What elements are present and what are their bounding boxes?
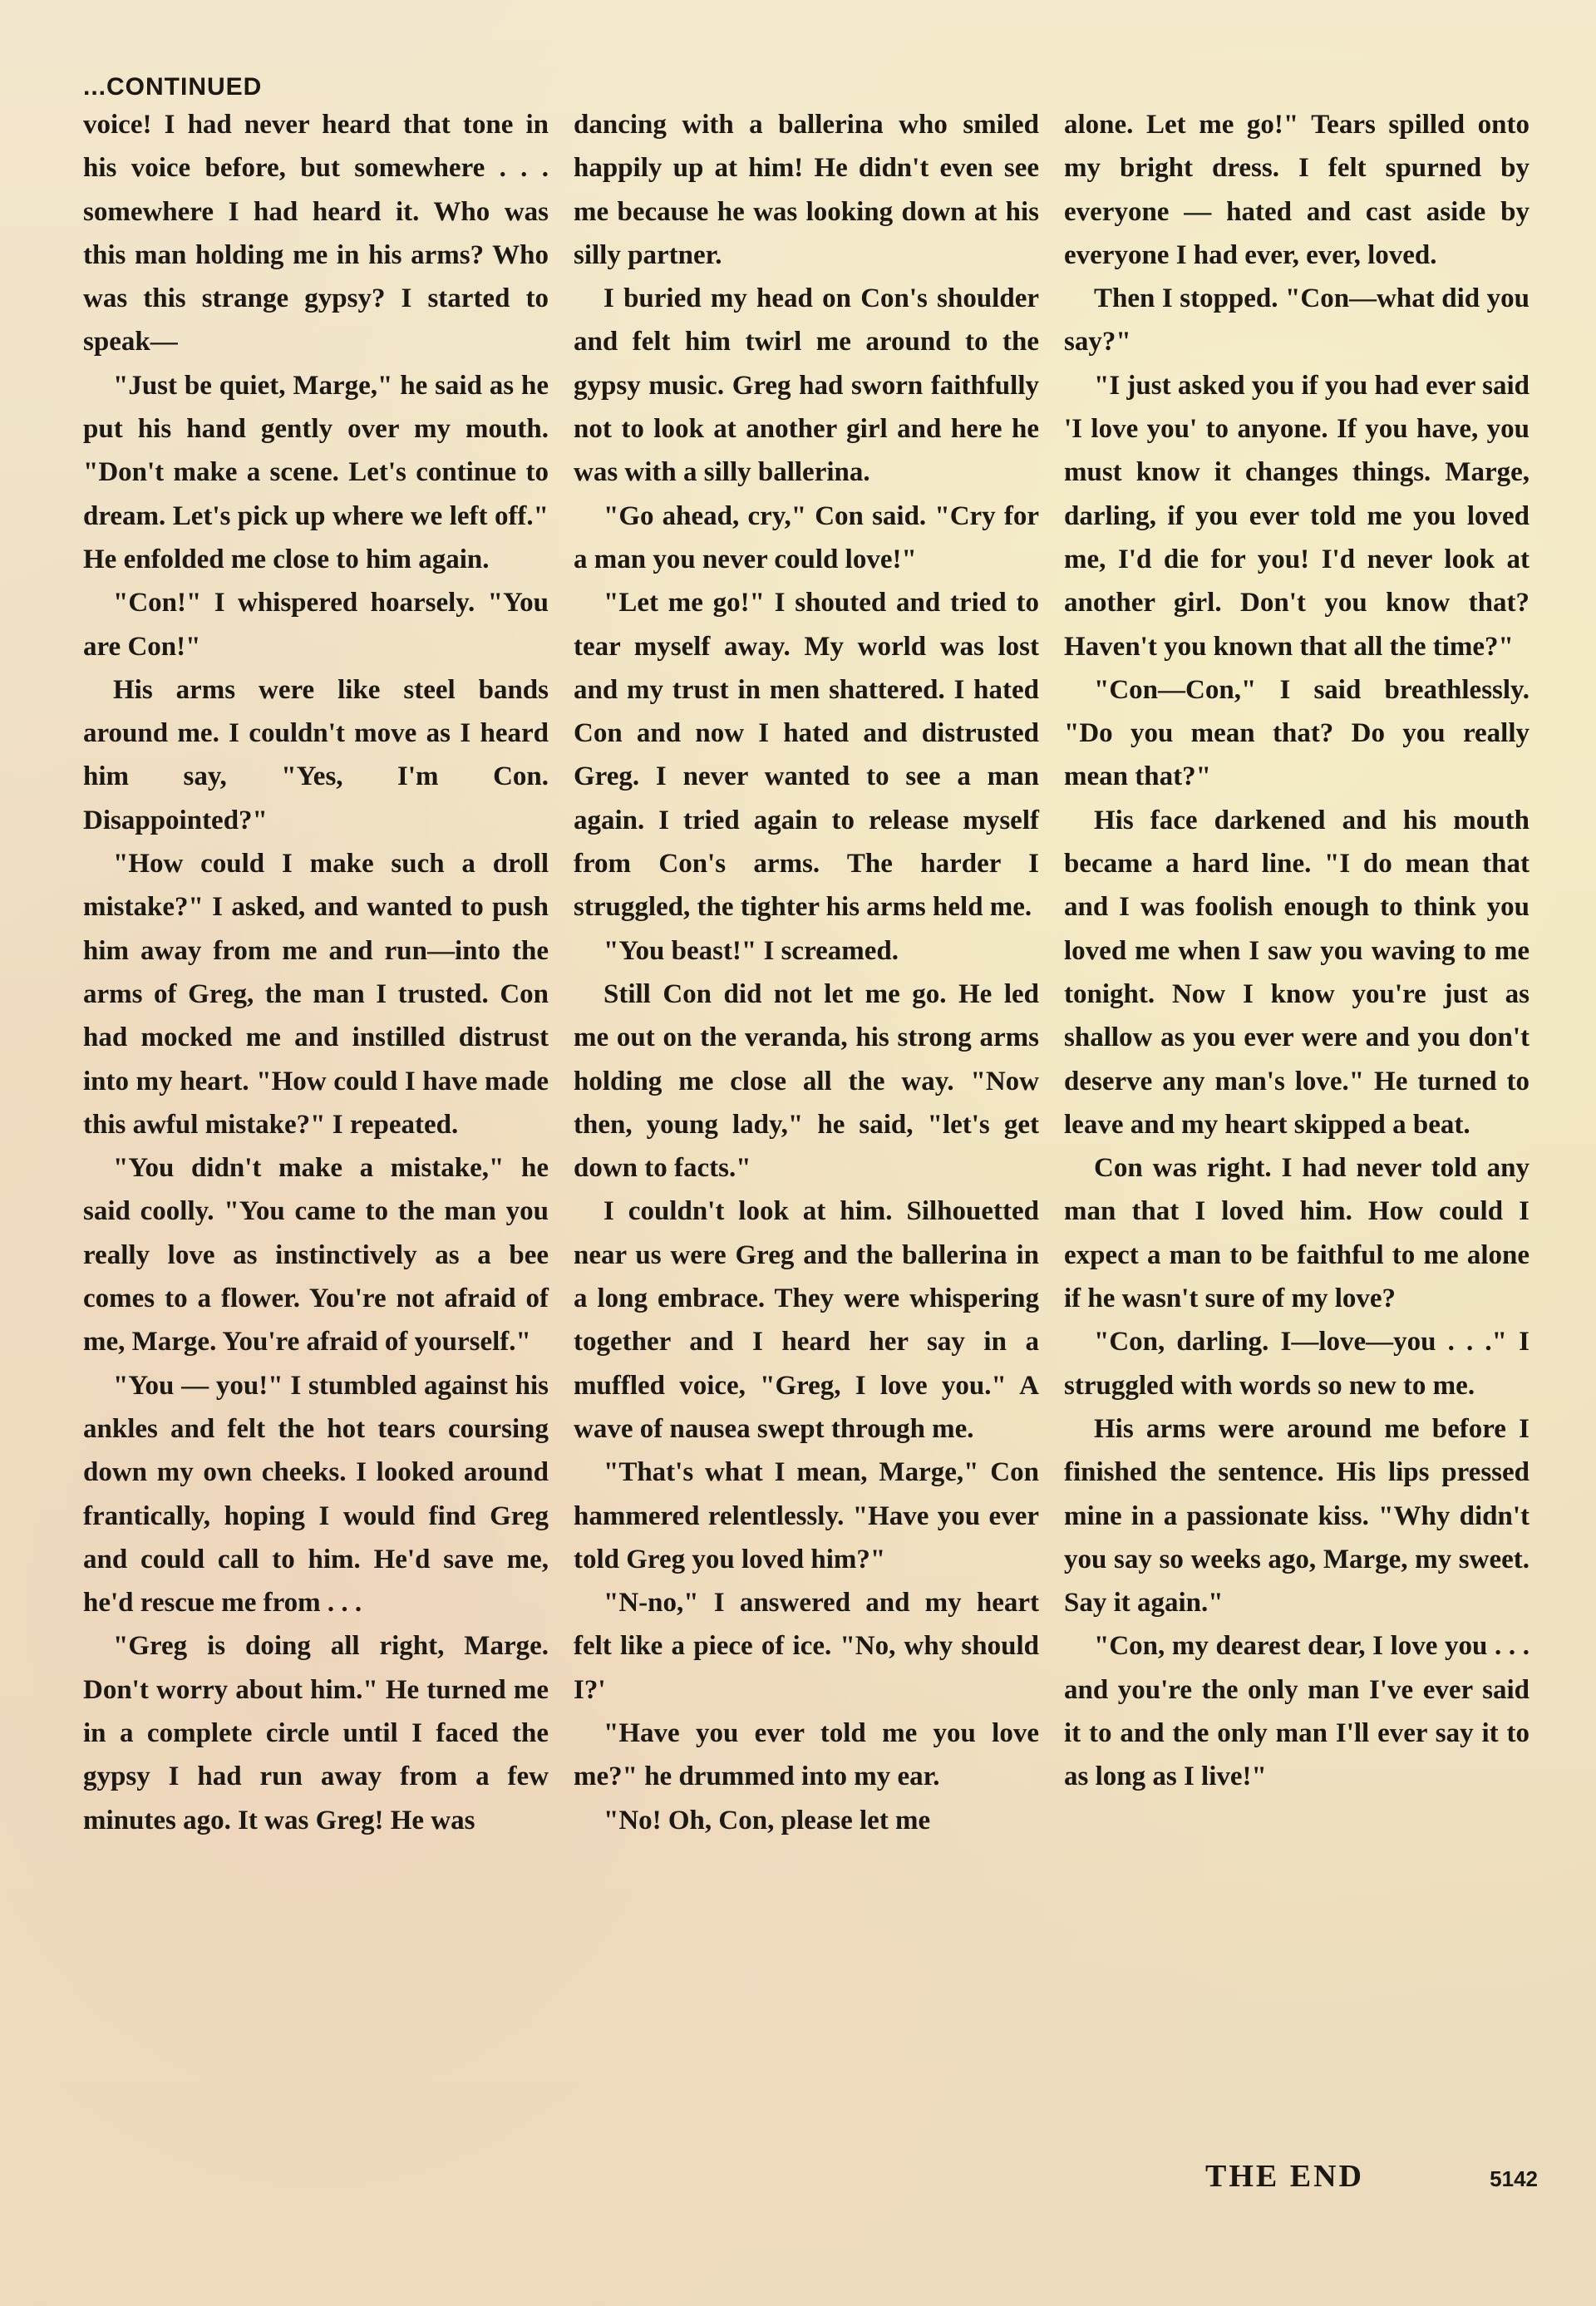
paragraph: "Con, darling. I—love—you . . ." I struggled with words so new to me.	[1064, 1327, 1530, 1401]
paragraph: "Have you ever told me you love me?" he drummed into my ear.	[574, 1717, 1039, 1792]
paragraph: voice! I had never heard that tone in his voice before, but somewhere . . . somewhere I had heard it. Who was this man holding me in his arms? Who was this strange gypsy? I started to speak—	[83, 110, 549, 357]
story-footer	[1205, 2158, 1538, 2195]
paragraph: dancing with a ballerina who smiled happily up at him! He didn't even see me because he was looking down at his silly partner.	[574, 110, 1039, 270]
page-code: 5142	[1490, 2166, 1538, 2191]
paragraph: alone. Let me go!" Tears spilled onto my bright dress. I felt spurned by everyone — hated and cast aside by everyone I had ever, ever, loved.	[1064, 110, 1530, 270]
text-column-3	[1064, 103, 1530, 1799]
paragraph: "How could I make such a droll mistake?" I asked, and wanted to push him away from me and run—into the arms of Greg, the man I trusted. Con had mocked me and instilled distrust into my heart. "How could I have made this awful mistake?" I repeated.	[83, 849, 549, 1140]
paragraph: "Con!" I whispered hoarsely. "You are Con!"	[83, 588, 549, 662]
paragraph: "You — you!" I stumbled against his ankles and felt the hot tears coursing down my own cheeks. I looked around frantically, hoping I would find Greg and could call to him. He'd save me, he'd rescue me from . . .	[83, 1370, 549, 1619]
paragraph: Con was right. I had never told any man that I loved him. How could I expect a man to be faithful to me alone if he wasn't sure of my love?	[1064, 1153, 1530, 1314]
paragraph: "Greg is doing all right, Marge. Don't worry about him." He turned me in a complete circle until I faced the gypsy I had run away from a few minutes ago. It was Greg! He was	[83, 1631, 549, 1835]
paragraph: His face darkened and his mouth became a hard line. "I do mean that and I was foolish enough to think you loved me when I saw you waving to me tonight. Now I know you're just as shallow as you ever were and you don't deserve any man's love." He turned to leave and my heart skipped a beat.	[1064, 805, 1530, 1140]
paragraph: "Just be quiet, Marge," he said as he put his hand gently over my mouth. "Don't make a scene. Let's continue to dream. Let's pick up where we left off." He enfolded me close to him again.	[83, 370, 549, 574]
text-column-1	[83, 103, 549, 1842]
text-column-2	[574, 103, 1039, 1842]
paragraph: "Let me go!" I shouted and tried to tear myself away. My world was lost and my trust in men shattered. I hated Con and now I hated and distrusted Greg. I never wanted to see a man again. I tried again to release myself from Con's arms. The harder I struggled, the tighter his arms held me.	[574, 588, 1039, 923]
paragraph: His arms were like steel bands around me. I couldn't move as I heard him say, "Yes, I'm Con. Disappointed?"	[83, 674, 549, 835]
paragraph: "You beast!" I screamed.	[603, 935, 899, 966]
paragraph: Still Con did not let me go. He led me out on the veranda, his strong arms holding me close all the way. "Now then, young lady," he said, "let's get down to facts."	[574, 978, 1039, 1184]
paragraph: "No! Oh, Con, please let me	[603, 1805, 931, 1835]
paragraph: His arms were around me before I finished the sentence. His lips pressed mine in a passionate kiss. "Why didn't you say so weeks ago, Marge, my sweet. Say it again."	[1064, 1413, 1530, 1619]
paragraph: "Con, my dearest dear, I love you . . . and you're the only man I've ever said it to and the only man I'll ever say it to as long as I live!"	[1064, 1631, 1530, 1792]
the-end-label: THE END	[1205, 2159, 1364, 2194]
paragraph: "I just asked you if you had ever said 'I love you' to anyone. If you have, you must know it changes things. Marge, darling, if you ever told me you loved me, I'd die for you! I'd never look at another girl. Don't you know that? Haven't you known that all the time?"	[1064, 370, 1530, 662]
paragraph: "Go ahead, cry," Con said. "Cry for a man you never could love!"	[574, 500, 1039, 574]
continued-header: ...CONTINUED	[83, 73, 263, 101]
paragraph: I couldn't look at him. Silhouetted near us were Greg and the ballerina in a long embrace. They were whispering together and I heard her say in a muffled voice, "Greg, I love you." A wave of nausea swept through me.	[574, 1196, 1039, 1444]
paragraph: "That's what I mean, Marge," Con hammered relentlessly. "Have you ever told Greg you loved him?"	[574, 1457, 1039, 1574]
paragraph: I buried my head on Con's shoulder and felt him twirl me around to the gypsy music. Greg had sworn faithfully not to look at another girl and here he was with a silly ballerina.	[574, 283, 1039, 488]
paragraph: "You didn't make a mistake," he said coolly. "You came to the man you really love as instinctively as a bee comes to a flower. You're not afraid of me, Marge. You're afraid of yourself."	[83, 1153, 549, 1357]
paragraph: "N-no," I answered and my heart felt like a piece of ice. "No, why should I?'	[574, 1588, 1039, 1705]
paragraph: "Con—Con," I said breathlessly. "Do you mean that? Do you really mean that?"	[1064, 674, 1530, 792]
paragraph: Then I stopped. "Con—what did you say?"	[1064, 283, 1530, 357]
